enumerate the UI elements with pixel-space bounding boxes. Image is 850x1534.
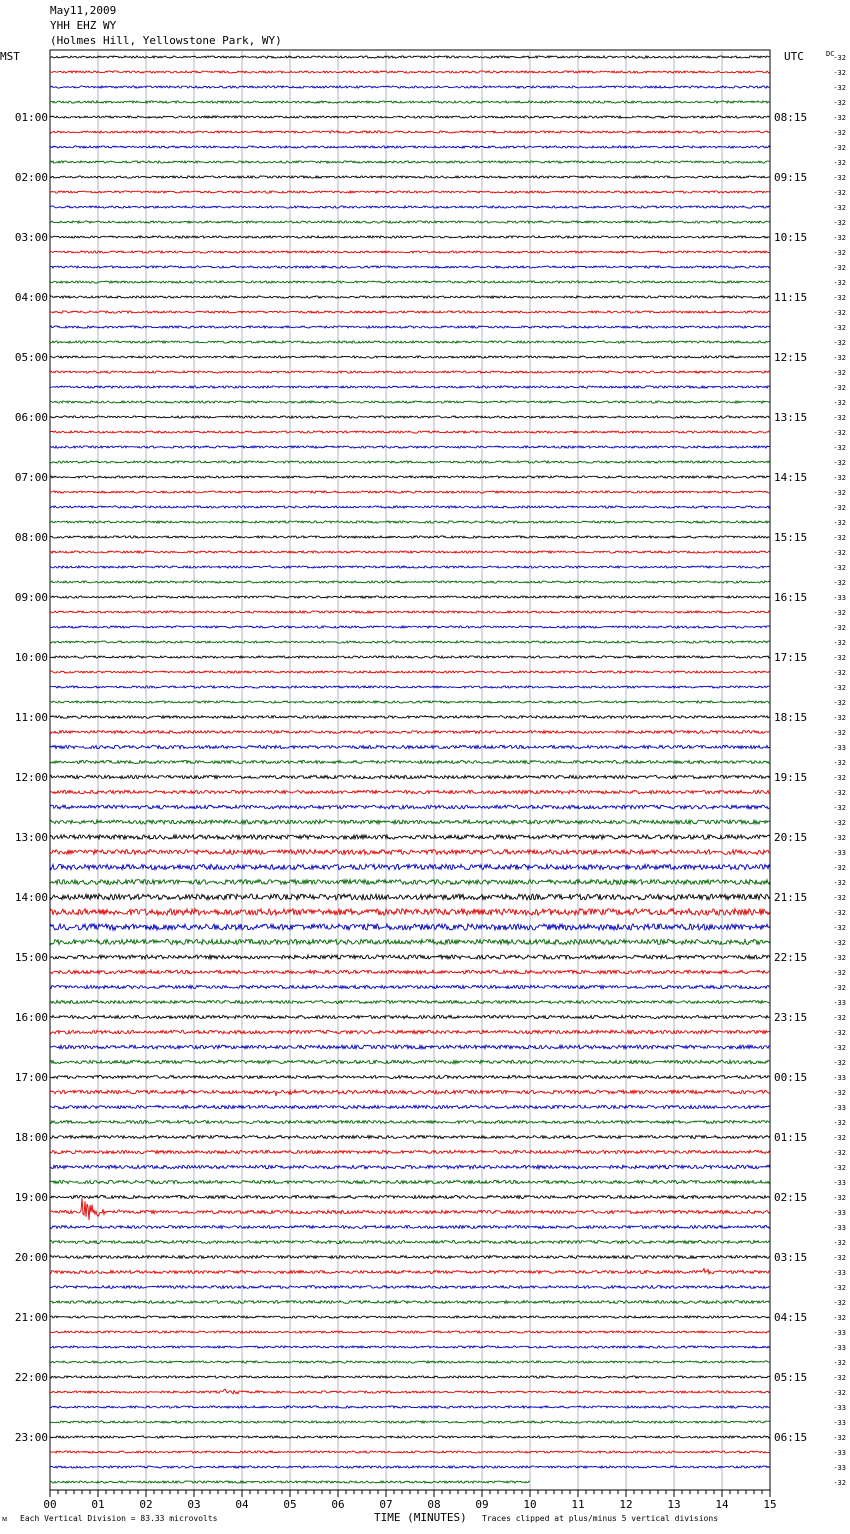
x-axis-title: TIME (MINUTES) [374,1511,467,1524]
mst-hour-label: 06:00 [14,411,48,424]
trace-line [50,775,770,778]
trace-line [50,476,770,478]
trace-line [50,446,770,448]
trace-line [50,1316,770,1318]
vertical-scale-note: Each Vertical Division = 83.33 microvolts [20,1514,218,1523]
trace-line [50,790,770,794]
trace-line [50,1180,770,1183]
trace-line [50,1060,770,1064]
dc-offset-label: -32 [833,504,846,512]
x-tick-label: 08 [427,1498,441,1511]
dc-offset-label: -32 [833,1029,846,1037]
trace-line [50,146,770,148]
dc-offset-label: -32 [833,204,846,212]
trace-line [50,566,770,568]
dc-offset-label: -32 [833,1059,846,1067]
dc-offset-label: -33 [833,1449,846,1457]
trace-line [50,1451,770,1453]
dc-offset-label: -32 [833,1254,846,1262]
dc-offset-label: -32 [833,1374,846,1382]
trace-line [50,311,770,313]
x-tick-label: 05 [283,1498,297,1511]
trace-line [50,371,770,373]
dc-offset-label: -33 [833,1269,846,1277]
dc-offset-label: -33 [833,744,846,752]
mst-hour-label: 11:00 [14,711,48,724]
trace-line [50,1001,770,1004]
dc-offset-label: -33 [833,1329,846,1337]
dc-offset-label: -32 [833,519,846,527]
dc-offset-label: -33 [833,849,846,857]
plot-date: May11,2009 [50,4,117,17]
x-tick-label: 04 [235,1498,249,1511]
trace-line [50,386,770,388]
utc-hour-label: 17:15 [774,651,808,664]
trace-line [50,281,770,283]
dc-offset-label: -32 [833,84,846,92]
dc-offset-label: -32 [833,1359,846,1367]
x-tick-label: 09 [475,1498,489,1511]
plot-frame [50,50,770,1490]
utc-hour-label: 21:15 [774,891,808,904]
trace-line [50,521,770,523]
dc-offset-label: -32 [833,489,846,497]
mst-hour-label: 18:00 [14,1131,48,1144]
trace-line [50,716,770,719]
trace-line [50,1331,770,1333]
corner-mark: ᴍ [2,1514,8,1523]
trace-line [50,56,770,58]
utc-hour-label: 08:15 [774,111,808,124]
mst-hour-label: 13:00 [14,831,48,844]
trace-line [50,805,770,809]
dc-offset-label: -32 [833,444,846,452]
dc-offset-label: -32 [833,1089,846,1097]
mst-hour-label: 16:00 [14,1011,48,1024]
dc-offset-label: -32 [833,549,846,557]
trace-line [50,206,770,208]
dc-offset-label: -33 [833,1344,846,1352]
utc-hour-label: 09:15 [774,171,808,184]
mst-hour-label: 15:00 [14,951,48,964]
mst-hour-label: 19:00 [14,1191,48,1204]
dc-offset-label: -33 [833,1209,846,1217]
x-tick-label: 15 [763,1498,777,1511]
trace-line [50,850,770,855]
trace-line [50,416,770,418]
dc-offset-label: -32 [833,159,846,167]
mst-hour-label: 01:00 [14,111,48,124]
station-location: (Holmes Hill, Yellowstone Park, WY) [50,34,282,47]
dc-offset-label: -32 [833,654,846,662]
mst-hour-label: 03:00 [14,231,48,244]
dc-offset-label: -33 [833,1104,846,1112]
trace-line [50,296,770,298]
dc-offset-label: -32 [833,399,846,407]
mst-hour-label: 04:00 [14,291,48,304]
dc-offset-label: -32 [833,54,846,62]
utc-hour-label: 15:15 [774,531,808,544]
dc-offset-label: -32 [833,939,846,947]
trace-line [50,1269,770,1274]
dc-offset-label: -32 [833,354,846,362]
dc-offset-label: -33 [833,1074,846,1082]
trace-line [50,1105,770,1108]
trace-line [50,1301,770,1304]
trace-line [50,236,770,238]
trace-line [50,1076,770,1079]
dc-offset-label: -32 [833,1119,846,1127]
trace-line [50,431,770,433]
trace-line [50,924,770,930]
trace-line [50,1466,770,1468]
utc-hour-label: 10:15 [774,231,808,244]
dc-offset-label: -32 [833,279,846,287]
trace-line [50,1196,770,1199]
mst-hour-label: 21:00 [14,1311,48,1324]
trace-line [50,939,770,944]
trace-line [50,1361,770,1363]
x-tick-label: 11 [571,1498,585,1511]
dc-offset-label: -33 [833,594,846,602]
mst-hour-label: 05:00 [14,351,48,364]
dc-offset-label: -32 [833,174,846,182]
dc-offset-label: -32 [833,564,846,572]
trace-line [50,1226,770,1229]
trace-line [50,761,770,764]
x-tick-label: 12 [619,1498,633,1511]
dc-offset-label: -32 [833,969,846,977]
dc-offset-label: -32 [833,129,846,137]
utc-hour-label: 23:15 [774,1011,808,1024]
dc-offset-label: -32 [833,984,846,992]
trace-line [50,1256,770,1259]
x-tick-label: 10 [523,1498,537,1511]
dc-offset-label: -32 [833,1479,846,1487]
mst-hour-label: 14:00 [14,891,48,904]
dc-offset-label: -33 [833,1404,846,1412]
mst-hour-label: 07:00 [14,471,48,484]
dc-offset-label: -32 [833,144,846,152]
trace-line [50,626,770,628]
dc-offset-label: -32 [833,1194,846,1202]
dc-offset-label: -32 [833,624,846,632]
dc-offset-label: -32 [833,774,846,782]
mst-hour-label: 22:00 [14,1371,48,1384]
trace-line [50,1436,770,1438]
dc-offset-label: -32 [833,1134,846,1142]
mst-hour-label: 09:00 [14,591,48,604]
trace-line [50,1389,770,1394]
dc-offset-label: -32 [833,339,846,347]
utc-hour-label: 06:15 [774,1431,808,1444]
trace-line [50,1286,770,1289]
trace-line [50,864,770,869]
trace-line [50,1030,770,1034]
utc-hour-label: 19:15 [774,771,808,784]
trace-line [50,1136,770,1139]
dc-offset-label: -32 [833,1284,846,1292]
dc-offset-label: -32 [833,954,846,962]
x-tick-label: 14 [715,1498,729,1511]
dc-offset-label: -32 [833,114,846,122]
dc-offset-label: -32 [833,369,846,377]
dc-offset-label: -32 [833,864,846,872]
dc-offset-label: -32 [833,474,846,482]
trace-line [50,86,770,88]
utc-hour-label: 00:15 [774,1071,808,1084]
dc-offset-label: -32 [833,294,846,302]
dc-offset-label: -32 [833,894,846,902]
trace-line [50,731,770,734]
trace-line [50,745,770,748]
trace-line [50,461,770,463]
dc-offset-label: -32 [833,1044,846,1052]
trace-line [50,176,770,178]
trace-line [50,221,770,223]
trace-line [50,1015,770,1018]
dc-offset-label: -32 [833,1164,846,1172]
dc-offset-label: -32 [833,1434,846,1442]
x-tick-label: 03 [187,1498,201,1511]
x-tick-label: 07 [379,1498,393,1511]
trace-line [50,536,770,538]
station-code: YHH EHZ WY [50,19,117,32]
trace-line [50,1421,770,1423]
trace-line [50,656,770,658]
dc-offset-label: -33 [833,1224,846,1232]
dc-offset-label: -32 [833,69,846,77]
trace-line [50,686,770,688]
trace-line [50,401,770,403]
trace-line [50,641,770,643]
utc-hour-label: 04:15 [774,1311,808,1324]
dc-offset-label: -32 [833,429,846,437]
dc-offset-label: -32 [833,759,846,767]
trace-line [50,894,770,900]
trace-line [50,116,770,118]
dc-offset-label: -32 [833,249,846,257]
dc-offset-label: -33 [833,999,846,1007]
dc-offset-label: -32 [833,1149,846,1157]
trace-line [50,266,770,268]
x-tick-label: 00 [43,1498,57,1511]
dc-offset-label: -32 [833,414,846,422]
dc-offset-label: -32 [833,384,846,392]
trace-line [50,596,770,598]
trace-line [50,1150,770,1153]
utc-hour-label: 11:15 [774,291,808,304]
utc-hour-label: 22:15 [774,951,808,964]
dc-offset-label: -33 [833,1179,846,1187]
dc-offset-label: -32 [833,534,846,542]
trace-line [50,1045,770,1049]
dc-offset-label: -32 [833,879,846,887]
dc-header-label: DC [826,50,835,58]
dc-offset-label: -33 [833,1464,846,1472]
trace-line [50,909,770,916]
dc-offset-label: -32 [833,1389,846,1397]
left-timezone-label: MST [0,50,20,63]
trace-line [50,191,770,193]
trace-line [50,1165,770,1169]
utc-hour-label: 20:15 [774,831,808,844]
trace-line [50,506,770,508]
trace-line [50,101,770,103]
trace-line [50,985,770,988]
utc-hour-label: 03:15 [774,1251,808,1264]
dc-offset-label: -32 [833,219,846,227]
dc-offset-label: -32 [833,309,846,317]
trace-line [50,581,770,583]
dc-offset-label: -32 [833,1014,846,1022]
mst-hour-label: 08:00 [14,531,48,544]
dc-offset-label: -32 [833,609,846,617]
x-tick-label: 02 [139,1498,153,1511]
trace-line [50,551,770,553]
trace-line [50,880,770,885]
trace-line [50,1346,770,1348]
dc-offset-label: -32 [833,834,846,842]
utc-hour-label: 12:15 [774,351,808,364]
dc-offset-label: -32 [833,699,846,707]
mst-hour-label: 12:00 [14,771,48,784]
dc-offset-label: -32 [833,669,846,677]
trace-line [50,491,770,493]
trace-line [50,131,770,133]
mst-hour-label: 23:00 [14,1431,48,1444]
dc-offset-label: -32 [833,909,846,917]
dc-offset-label: -32 [833,1299,846,1307]
trace-line [50,701,770,703]
x-tick-label: 06 [331,1498,345,1511]
dc-offset-label: -32 [833,729,846,737]
trace-line [50,161,770,163]
trace-line [50,326,770,328]
dc-offset-label: -32 [833,459,846,467]
trace-line [50,970,770,974]
dc-offset-label: -32 [833,924,846,932]
dc-offset-label: -32 [833,99,846,107]
trace-line [50,341,770,343]
mst-hour-label: 20:00 [14,1251,48,1264]
utc-hour-label: 05:15 [774,1371,808,1384]
trace-line [50,1376,770,1378]
trace-line [50,671,770,673]
trace-line [50,71,770,73]
trace-line [50,251,770,253]
dc-offset-label: -32 [833,324,846,332]
utc-hour-label: 02:15 [774,1191,808,1204]
mst-hour-label: 17:00 [14,1071,48,1084]
dc-offset-label: -32 [833,1314,846,1322]
clipping-note: Traces clipped at plus/minus 5 vertical divisions [482,1514,719,1523]
trace-line [50,1198,770,1220]
trace-line [50,356,770,358]
mst-hour-label: 02:00 [14,171,48,184]
dc-offset-label: -32 [833,684,846,692]
x-tick-label: 01 [91,1498,105,1511]
x-tick-label: 13 [667,1498,681,1511]
dc-offset-label: -32 [833,189,846,197]
dc-offset-label: -32 [833,264,846,272]
dc-offset-label: -32 [833,639,846,647]
dc-offset-label: -32 [833,819,846,827]
trace-line [50,835,770,839]
dc-offset-label: -32 [833,1239,846,1247]
utc-hour-label: 14:15 [774,471,808,484]
dc-offset-label: -32 [833,579,846,587]
trace-line [50,1121,770,1124]
trace-line [50,955,770,959]
mst-hour-label: 10:00 [14,651,48,664]
right-timezone-label: UTC [784,50,804,63]
dc-offset-label: -32 [833,234,846,242]
trace-line [50,1090,770,1096]
trace-line [50,820,770,824]
trace-line [50,1406,770,1408]
utc-hour-label: 18:15 [774,711,808,724]
trace-line [50,1241,770,1244]
dc-offset-label: -32 [833,789,846,797]
utc-hour-label: 13:15 [774,411,808,424]
dc-offset-label: -32 [833,804,846,812]
trace-line [50,611,770,613]
utc-hour-label: 16:15 [774,591,808,604]
dc-offset-label: -33 [833,1419,846,1427]
utc-hour-label: 01:15 [774,1131,808,1144]
dc-offset-label: -32 [833,714,846,722]
